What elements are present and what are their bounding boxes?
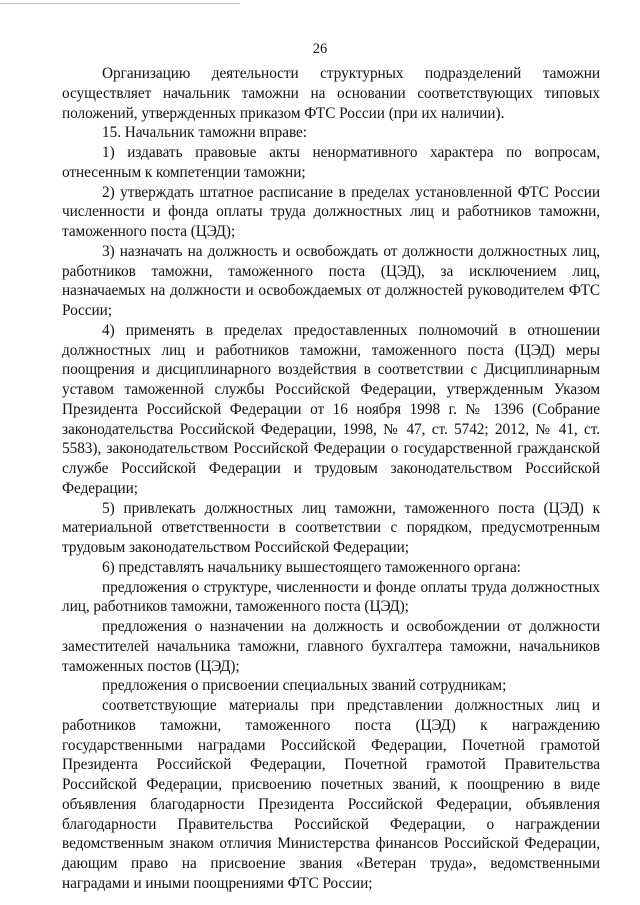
paragraph-item-5: 5) привлекать должностных лиц таможни, таможенного поста (ЦЭД) к материальной ответственности в соответствии с порядком, предусмотренным трудовым законодательством Российской Федерации; bbox=[62, 499, 600, 556]
scan-top-edge-line bbox=[0, 3, 240, 4]
paragraph-item-2: 2) утверждать штатное расписание в пределах установленной ФТС России численности и фонда оплаты труда должностных лиц и работников таможни, таможенного поста (ЦЭД); bbox=[62, 183, 600, 240]
paragraph-15-heading: 15. Начальник таможни вправе: bbox=[102, 124, 307, 142]
paragraph-item-1: 1) издавать правовые акты ненормативного характера по вопросам, отнесенным к компетенции таможни; bbox=[62, 144, 600, 181]
paragraph-item-3: 3) назначать на должность и освобождать от должности должностных лиц, работников таможни, таможенного поста (ЦЭД), за исключением лиц, назначаемых на должности и освобождаемых от должностей руководителем ФТС России; bbox=[62, 242, 600, 319]
paragraph-organization: Организацию деятельности структурных подразделений таможни осуществляет начальник таможни на основании соответствующих типовых положений, утвержденных приказом ФТС России (при их наличии). bbox=[62, 65, 600, 122]
paragraph-proposals-structure: предложения о структуре, численности и фонде оплаты труда должностных лиц, работников таможни, таможенного поста (ЦЭД); bbox=[62, 578, 600, 616]
page-number: 26 bbox=[312, 41, 328, 57]
paragraph-item-6: 6) представлять начальнику вышестоящего таможенного органа: bbox=[102, 558, 521, 576]
paragraph-item-4: 4) применять в пределах предоставленных полномочий в отношении должностных лиц и работников таможни, таможенного поста (ЦЭД) меры поощрения и дисциплинарного воздействия в соответствии с Дисциплинарным уставом таможенной службы Российской Федерации, утвержденным Указом Президента Российской Федерации от 16 ноября 1998 г. № 1396 (Собрание законодательства Российской Федерации, 1998, № 47, ст. 5742; 2012, № 41, ст. 5583), законодательством Российской Федерации о государственной гражданской службе Российской Федерации и трудовым законодательством Российской Федерации; bbox=[62, 321, 600, 497]
paragraph-proposals-appointment: предложения о назначении на должность и освобождении от должности заместителей начальника таможни, главного бухгалтера таможни, начальников таможенных постов (ЦЭД); bbox=[62, 618, 600, 675]
paragraph-award-materials: соответствующие материалы при представлении должностных лиц и работников таможни, таможенного поста (ЦЭД) к награждению государственными наградами Российской Федерации, Почетной грамотой Президента Российской Федерации, Почетной грамотой Правительства Российской Федерации, присвоению почетных званий, к поощрению в виде объявления благодарности Президента Российской Федерации, объявления благодарности Правительства Российской Федерации, о награждении ведомственным знаком отличия Министерства финансов Российской Федерации, дающим право на присвоение звания «Ветеран труда», ведомственными наградами и иными поощрениями ФТС России; bbox=[62, 697, 600, 892]
document-body bbox=[62, 64, 600, 894]
paragraph-proposals-ranks: предложения о присвоении специальных званий сотрудникам; bbox=[102, 677, 507, 695]
